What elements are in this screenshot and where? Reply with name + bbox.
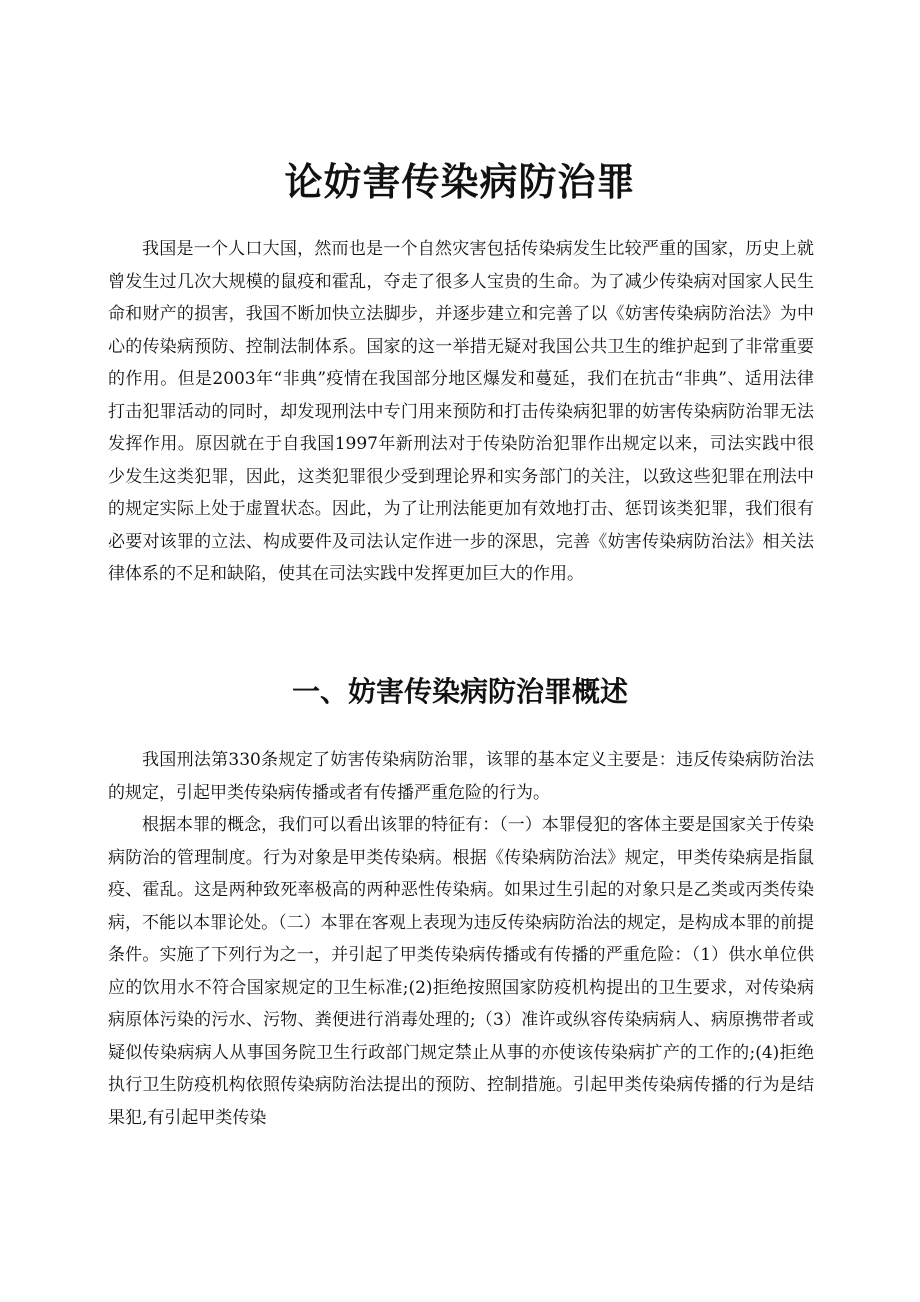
section-heading: 一、妨害传染病防治罪概述 [291,675,628,708]
intro-paragraph: 我国是一个人口大国，然而也是一个自然灾害包括传染病发生比较严重的国家，历史上就曾发生过几次大规模的鼠疫和霍乱，夺走了很多人宝贵的生命。为了减少传染病对国家人民生命和财产的损害，我国不断加快立法脚步，并逐步建立和完善了以《妨害传染病防治法》为中心的传染病预防、控制法制体系。国家的这一举措无疑对我国公共卫生的维护起到了非常重要的作用。但是2003年“非典”疫情在我国部分地区爆发和蔓延，我们在抗击“非典”、适用法律打击犯罪活动的同时，却发现刑法中专门用来预防和打击传染病犯罪的妨害传染病防治罪无法发挥作用。原因就在于自我国1997年新刑法对于传染防治犯罪作出规定以来，司法实践中很少发生这类犯罪，因此，这类犯罪很少受到理论界和实务部门的关注，以致这些犯罪在刑法中的规定实际上处于虚置状态。因此，为了让刑法能更加有效地打击、惩罚该类犯罪，我们很有必要对该罪的立法、构成要件及司法认定作进一步的深思，完善《妨害传染病防治法》相关法律体系的不足和缺陷，使其在司法实践中发挥更加巨大的作用。 [108,239,814,584]
section-paragraph-features: 根据本罪的概念，我们可以看出该罪的特征有：（一）本罪侵犯的客体主要是国家关于传染病防治的管理制度。行为对象是甲类传染病。根据《传染病防治法》规定，甲类传染病是指鼠疫、霍乱。这是两种致死率极高的两种恶性传染病。如果过生引起的对象只是乙类或丙类传染病，不能以本罪论处。（二）本罪在客观上表现为违反传染病防治法的规定，是构成本罪的前提条件。实施了下列行为之一，并引起了甲类传染病传播或有传播的严重危险：（1）供水单位供应的饮用水不符合国家规定的卫生标准;(2)拒绝按照国家防疫机构提出的卫生要求，对传染病病原体污染的污水、污物、粪便进行消毒处理的;（3）准许或纵容传染病病人、病原携带者或疑似传染病病人从事国务院卫生行政部门规定禁止从事的亦使该传染病扩产的工作的;(4)拒绝执行卫生防疫机构依照传染病防治法提出的预防、控制措施。引起甲类传染病传播的行为是结果犯,有引起甲类传染 [108,815,814,1128]
section-paragraph-definition: 我国刑法第330条规定了妨害传染病防治罪，该罪的基本定义主要是：违反传染病防治法的规定，引起甲类传染病传播或者有传播严重危险的行为。 [108,750,814,803]
intro-section [108,233,814,591]
section-body [108,744,814,1134]
document-title: 论妨害传染病防治罪 [284,160,636,204]
